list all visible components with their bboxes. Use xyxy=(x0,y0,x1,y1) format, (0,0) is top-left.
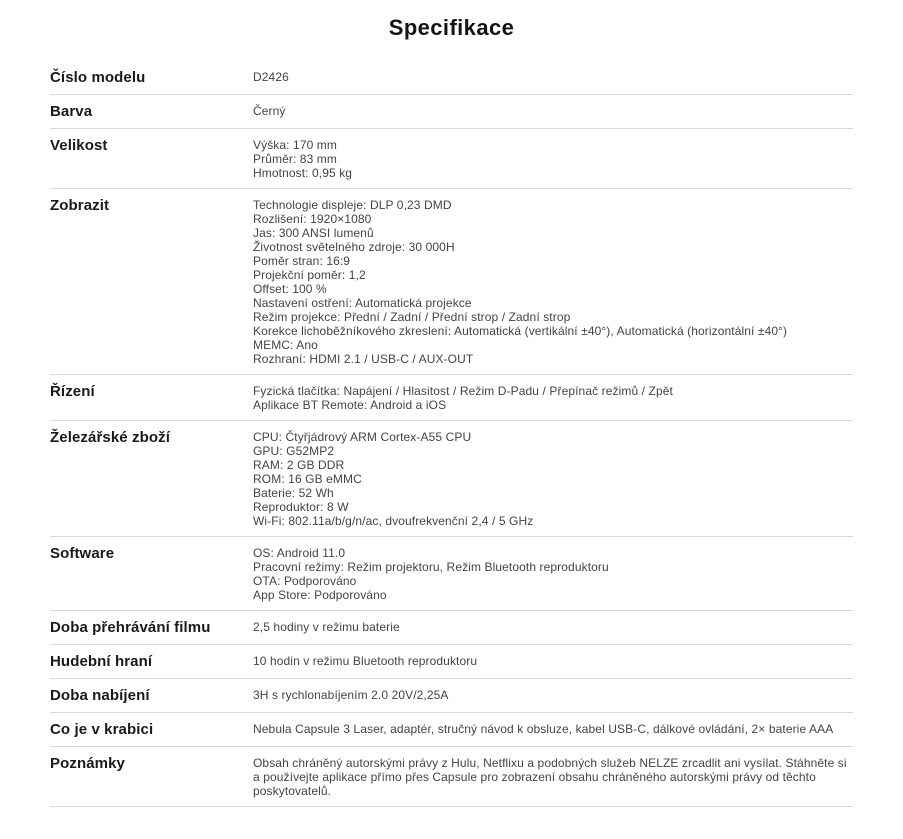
spec-row-values xyxy=(253,688,853,702)
table-row xyxy=(50,61,853,95)
spec-row-values xyxy=(253,546,853,602)
spec-value-line: D2426 xyxy=(253,70,289,84)
spec-value-line: OS: Android 11.0 xyxy=(253,546,346,560)
spec-row-values xyxy=(253,138,853,180)
spec-value-line: Výška: 170 mm xyxy=(253,138,337,152)
spec-value-line: Obsah chráněný autorskými právy z Hulu, Netflixu a podobných služeb NELZE zrcadlit ani vysílat. Stáhněte si a používejte aplikace přímo přes Capsule pro zobrazení obsahu chráněného autorskými právy od těchto poskytovatelů. xyxy=(253,756,847,798)
spec-value-line: Baterie: 52 Wh xyxy=(253,486,334,500)
spec-value-line: ROM: 16 GB eMMC xyxy=(253,472,362,486)
spec-value-line: Pracovní režimy: Režim projektoru, Režim Bluetooth reproduktoru xyxy=(253,560,609,574)
spec-value-line: RAM: 2 GB DDR xyxy=(253,458,345,472)
spec-value-line: Projekční poměr: 1,2 xyxy=(253,268,366,282)
spec-value-line: Korekce lichoběžníkového zkreslení: Automatická (vertikální ±40°), Automatická (horizontální ±40°) xyxy=(253,324,788,338)
table-row xyxy=(50,537,853,611)
spec-row-values xyxy=(253,654,853,668)
spec-row-label: Hudební hraní xyxy=(50,653,153,670)
spec-value-line: Rozhraní: HDMI 2.1 / USB-C / AUX-OUT xyxy=(253,352,474,366)
table-row xyxy=(50,679,853,713)
spec-value-line: Nebula Capsule 3 Laser, adaptér, stručný návod k obsluze, kabel USB-C, dálkové ovládání, 2× baterie AAA xyxy=(253,722,834,736)
spec-row-label: Řízení xyxy=(50,383,95,400)
spec-value-line: Jas: 300 ANSI lumenů xyxy=(253,226,374,240)
spec-value-line: Aplikace BT Remote: Android a iOS xyxy=(253,398,447,412)
spec-row-values xyxy=(253,384,853,412)
spec-value-line: Poměr stran: 16:9 xyxy=(253,254,351,268)
spec-table xyxy=(50,61,853,807)
spec-row-label: Velikost xyxy=(50,137,108,154)
page-title: Specifikace xyxy=(388,15,515,40)
table-row xyxy=(50,747,853,807)
spec-row-values xyxy=(253,70,853,84)
table-row xyxy=(50,713,853,747)
spec-value-line: Hmotnost: 0,95 kg xyxy=(253,166,353,180)
spec-value-line: GPU: G52MP2 xyxy=(253,444,335,458)
spec-row-label: Co je v krabici xyxy=(50,721,154,738)
spec-value-line: Životnost světelného zdroje: 30 000H xyxy=(253,240,455,254)
table-row xyxy=(50,611,853,645)
spec-value-line: Režim projekce: Přední / Zadní / Přední strop / Zadní strop xyxy=(253,310,571,324)
spec-value-line: CPU: Čtyřjádrový ARM Cortex-A55 CPU xyxy=(253,430,472,444)
spec-value-line: 2,5 hodiny v režimu baterie xyxy=(253,620,400,634)
spec-value-line: Technologie displeje: DLP 0,23 DMD xyxy=(253,198,452,212)
spec-row-label: Zobrazit xyxy=(50,197,110,214)
spec-value-line: Wi-Fi: 802.11a/b/g/n/ac, dvoufrekvenční 2,4 / 5 GHz xyxy=(253,514,534,528)
spec-value-line: Průměr: 83 mm xyxy=(253,152,337,166)
spec-value-line: Offset: 100 % xyxy=(253,282,327,296)
spec-row-label: Doba nabíjení xyxy=(50,687,150,704)
spec-value-line: Černý xyxy=(253,104,286,118)
spec-value-line: App Store: Podporováno xyxy=(253,588,387,602)
spec-value-line: OTA: Podporováno xyxy=(253,574,357,588)
table-row xyxy=(50,645,853,679)
spec-value-line: Fyzická tlačítka: Napájení / Hlasitost / Režim D-Padu / Přepínač režimů / Zpět xyxy=(253,384,673,398)
spec-row-label: Barva xyxy=(50,103,93,120)
spec-row-label: Číslo modelu xyxy=(50,69,146,86)
spec-value-line: 10 hodin v režimu Bluetooth reproduktoru xyxy=(253,654,478,668)
spec-row-values xyxy=(253,198,853,366)
spec-row-label: Železářské zboží xyxy=(50,429,170,446)
spec-row-label: Software xyxy=(50,545,115,562)
spec-row-values xyxy=(253,104,853,118)
spec-value-line: MEMC: Ano xyxy=(253,338,318,352)
spec-row-label: Doba přehrávání filmu xyxy=(50,619,211,636)
table-row xyxy=(50,421,853,537)
spec-value-line: Nastavení ostření: Automatická projekce xyxy=(253,296,472,310)
spec-row-values xyxy=(253,722,853,736)
table-row xyxy=(50,375,853,421)
table-row xyxy=(50,189,853,375)
spec-row-label: Poznámky xyxy=(50,755,125,772)
spec-row-values xyxy=(253,756,853,798)
table-row xyxy=(50,95,853,129)
spec-value-line: Reproduktor: 8 W xyxy=(253,500,349,514)
spec-value-line: 3H s rychlonabíjením 2.0 20V/2,25A xyxy=(253,688,449,702)
spec-value-line: Rozlišení: 1920×1080 xyxy=(253,212,372,226)
spec-row-values xyxy=(253,620,853,634)
spec-row-values xyxy=(253,430,853,528)
table-row xyxy=(50,129,853,189)
